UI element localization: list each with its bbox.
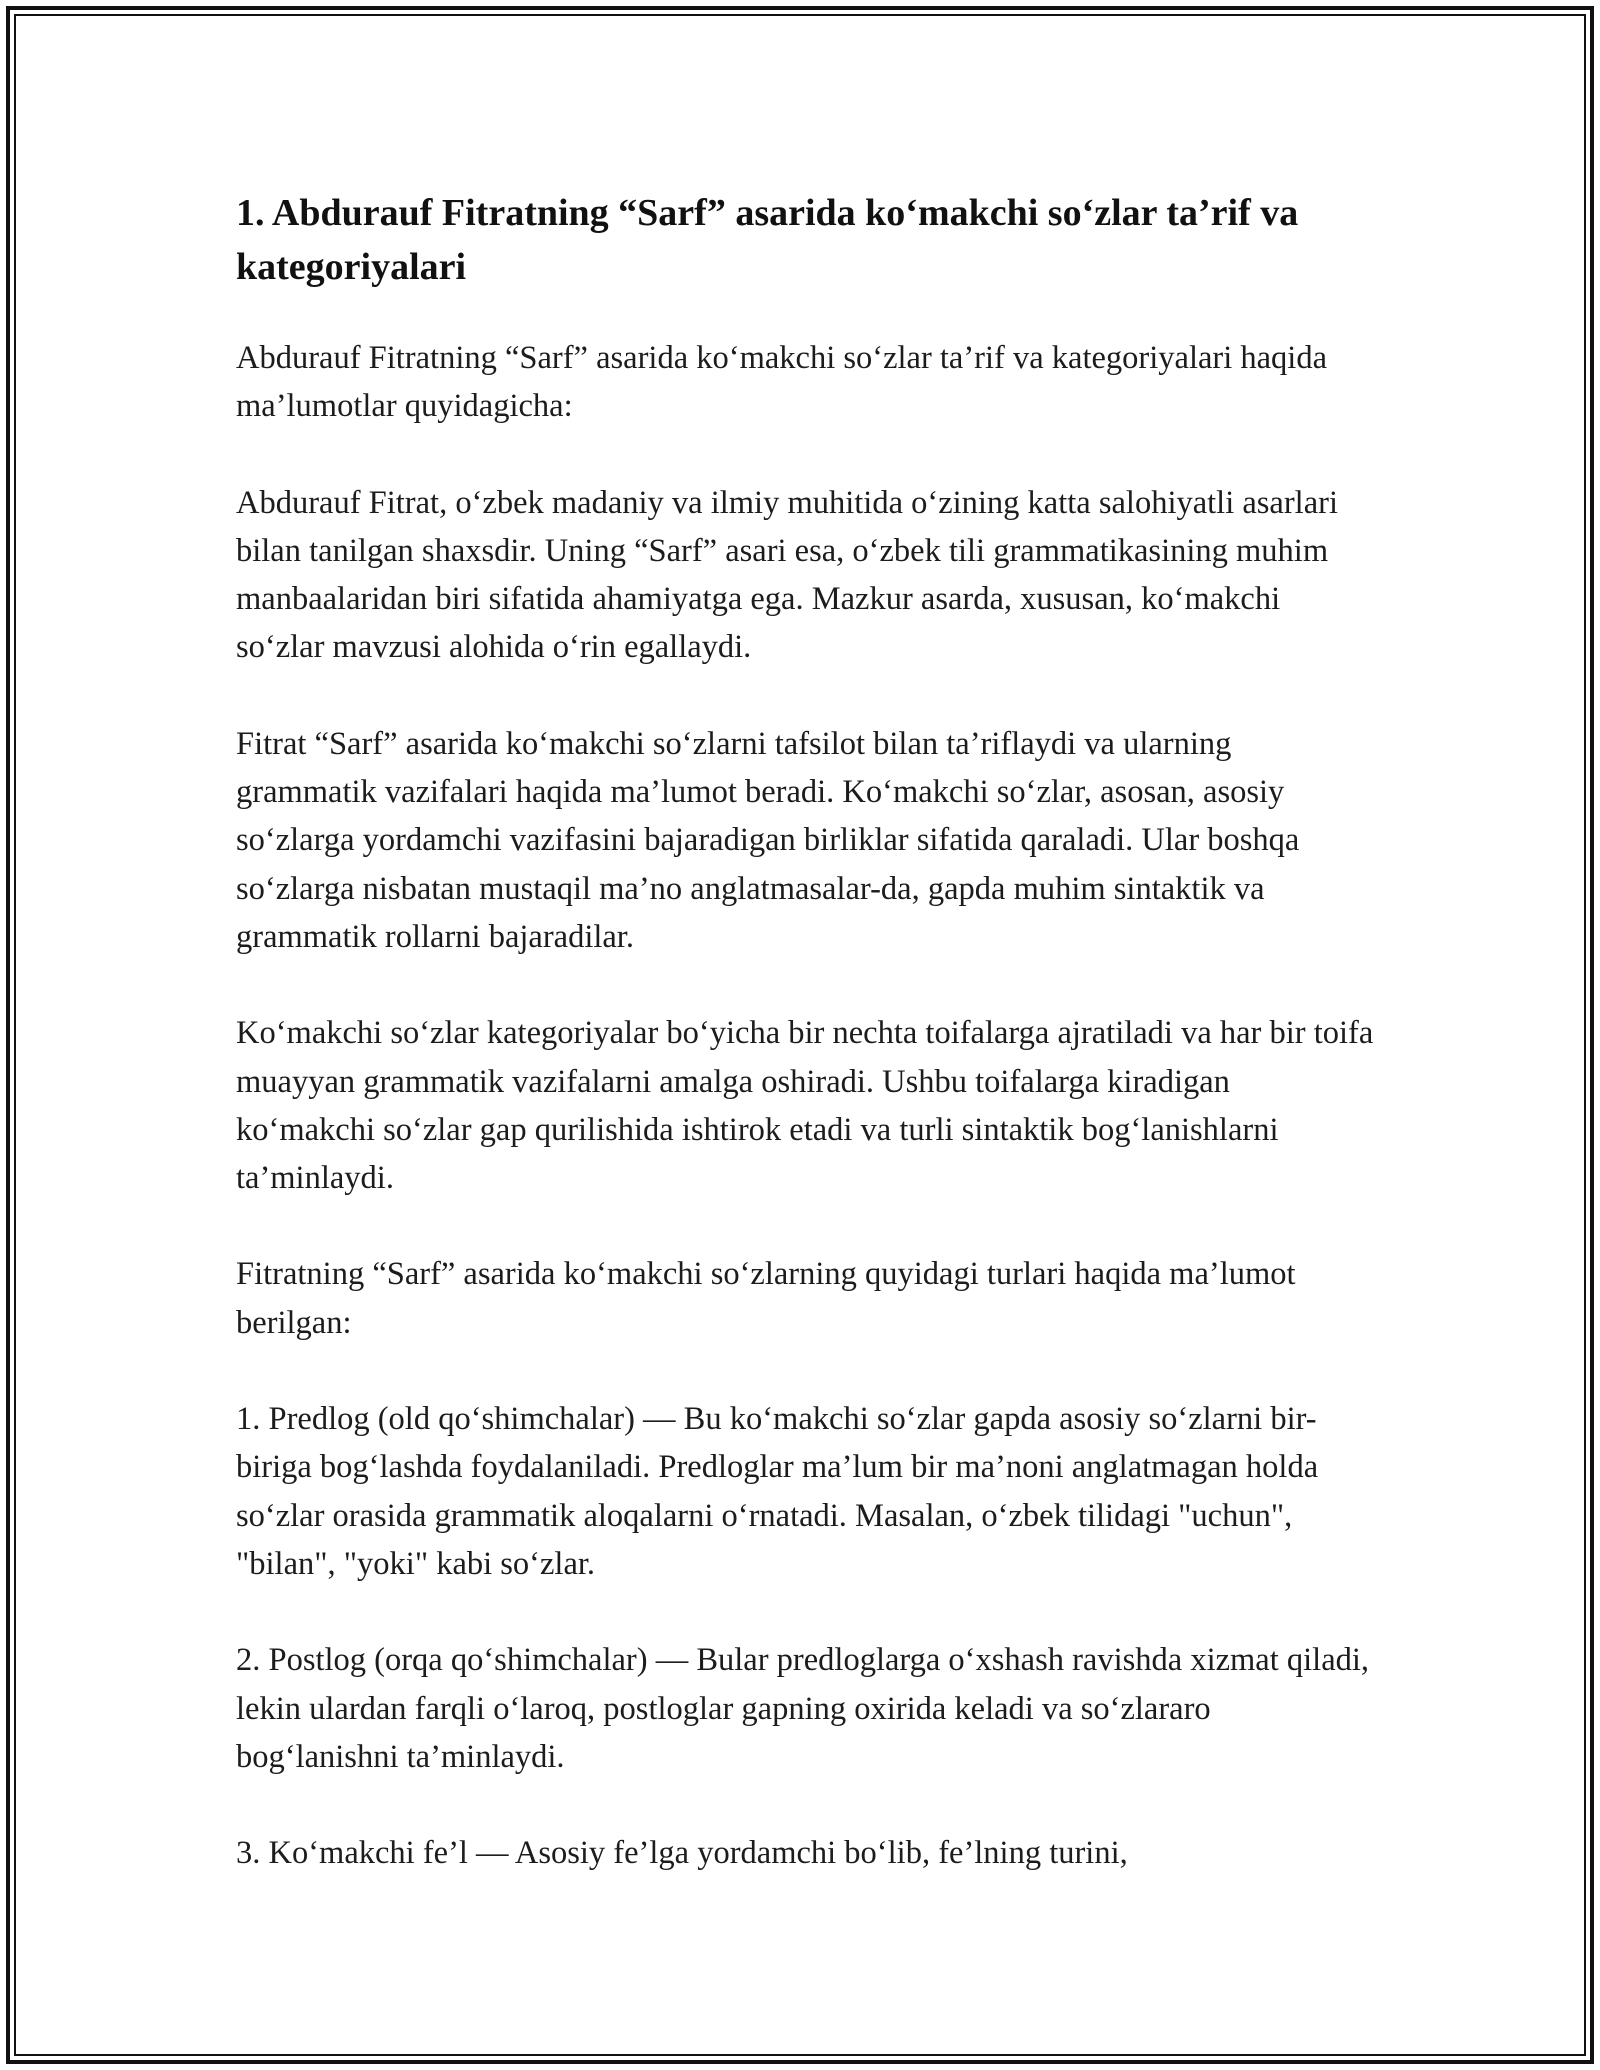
paragraph-intro: Abdurauf Fitratning “Sarf” asarida ko‘makchi so‘zlar ta’rif va kategoriyalari haqida ma’lumotlar quyidagicha: (236, 340, 1328, 425)
paragraph-types-intro: Fitratning “Sarf” asarida ko‘makchi so‘zlarning quyidagi turlari haqida ma’lumot berilgan: (236, 1256, 1296, 1341)
paragraph-definition: Fitrat “Sarf” asarida ko‘makchi so‘zlarni tafsilot bilan ta’riflaydi va ularning grammatik vazifalari haqida ma’lumot beradi. Ko‘makchi so‘zlar, asosan, asosiy so‘zlarga yordamchi vazifasini bajaradigan birliklar sifatida qaraladi. Ular boshqa so‘zlarga nisbatan mustaqil ma’no anglatmasalar-da, gapda muhim sintaktik va grammatik rollarni bajaradilar. (236, 725, 1300, 955)
list-item-postlog: 2. Postlog (orqa qo‘shimchalar) — Bular predloglarga o‘xshash ravishda xizmat qiladi, lekin ulardan farqli o‘laroq, postloglar gapning oxirida keladi va so‘zlararo bog‘lanishni ta’minlaydi. (236, 1642, 1370, 1775)
list-item-predlog: 1. Predlog (old qo‘shimchalar) — Bu ko‘makchi so‘zlar gapda asosiy so‘zlarni bir-biriga bog‘lashda foydalaniladi. Predloglar ma’lum bir ma’noni anglatmagan holda so‘zlar orasida grammatik aloqalarni o‘rnatadi. Masalan, o‘zbek tilidagi "uchun", "bilan", "yoki" kabi so‘zlar. (236, 1401, 1319, 1582)
paragraph-categories: Ko‘makchi so‘zlar kategoriyalar bo‘yicha bir nechta toifalarga ajratiladi va har bir toifa muayyan grammatik vazifalarni amalga oshiradi. Ushbu toifalarga kiradigan ko‘makchi so‘zlar gap qurilishida ishtirok etadi va turli sintaktik bog‘lanishlarni ta’minlaydi. (236, 1015, 1374, 1197)
list-item-komakchi-fel: 3. Ko‘makchi fe’l — Asosiy fe’lga yordamchi bo‘lib, fe’lning turini, (236, 1835, 1128, 1872)
document-title: 1. Abdurauf Fitratning “Sarf” asarida ko‘makchi so‘zlar ta’rif va kategoriyalari (236, 192, 1299, 288)
paragraph-about-fitrat: Abdurauf Fitrat, o‘zbek madaniy va ilmiy muhitida o‘zining katta salohiyatli asarlari bilan tanilgan shaxsdir. Uning “Sarf” asari esa, o‘zbek tili grammatikasining muhim manbaalaridan biri sifatida ahamiyatga ega. Mazkur asarda, xususan, ko‘makchi so‘zlar mavzusi alohida o‘rin egallaydi. (236, 484, 1338, 666)
document-body (236, 186, 1376, 1925)
